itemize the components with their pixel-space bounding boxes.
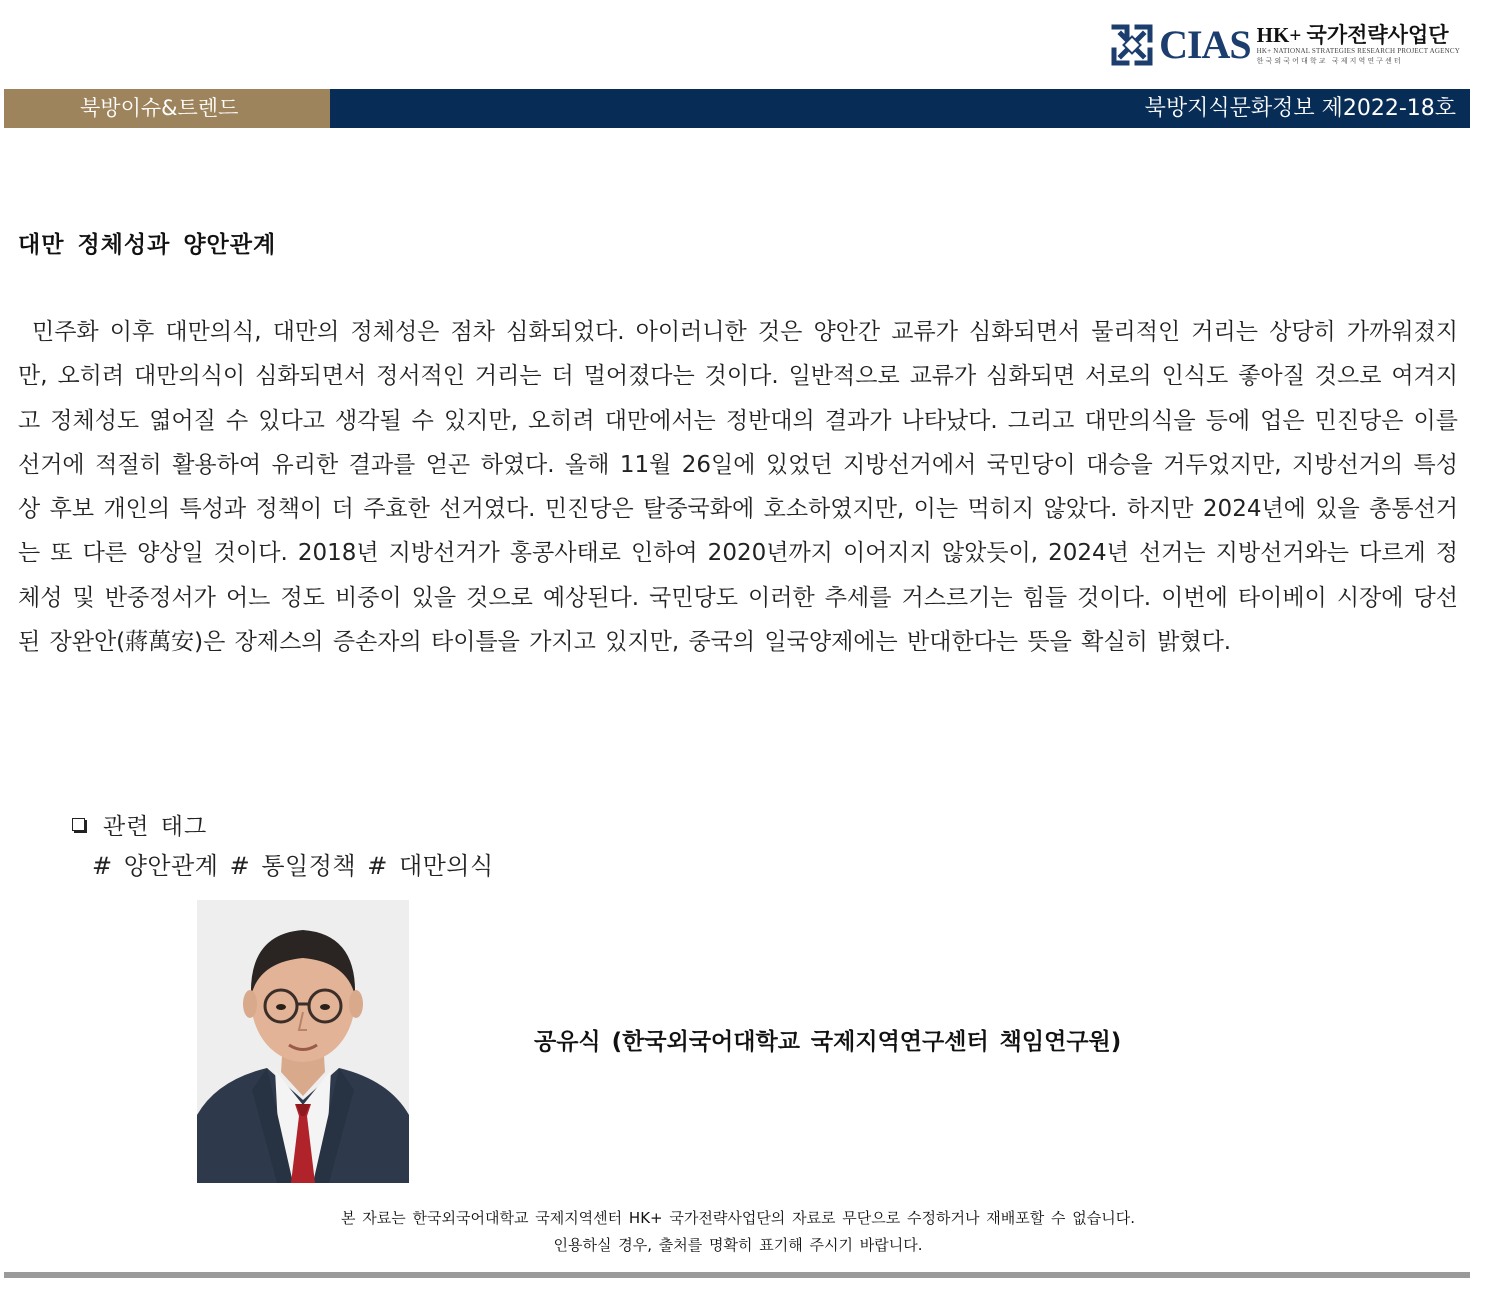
author-photo xyxy=(197,900,409,1183)
logo-title: HK+ 국가전략사업단 xyxy=(1256,23,1449,47)
logo-text-block xyxy=(1257,24,1460,66)
logo-subtitle-ko: 한국외국어대학교 국제지역연구센터 xyxy=(1256,57,1403,65)
checkbox-bullet-icon xyxy=(72,818,85,831)
tags-list: # 양안관계 # 통일정책 # 대만의식 xyxy=(92,852,494,880)
copyright-line-2: 인용하실 경우, 출처를 명확히 표기해 주시기 바랍니다. xyxy=(553,1236,923,1254)
logo-subtitle-en: HK+ NATIONAL STRATEGIES RESEARCH PROJECT AGENCY xyxy=(1256,47,1460,55)
logo-brand: CIAS xyxy=(1159,22,1251,67)
copyright-notice xyxy=(0,1205,1476,1259)
cias-logo xyxy=(1109,20,1460,70)
article-title: 대만 정체성과 양안관계 xyxy=(18,232,277,258)
author-name: 공유식 (한국외국어대학교 국제지역연구센터 책임연구원) xyxy=(534,1029,1122,1055)
footer-divider xyxy=(4,1272,1470,1278)
section-label: 북방이슈&트렌드 xyxy=(4,89,330,128)
tags-heading-label: 관련 태그 xyxy=(103,813,208,840)
tags-heading xyxy=(70,806,494,842)
article-body: 민주화 이후 대만의식, 대만의 정체성은 점차 심화되었다. 아이러니한 것은 양안간 교류가 심화되면서 물리적인 거리는 상당히 가까워졌지만, 오히려 대만의식이 심화되면서 정서적인 거리는 더 멀어졌다는 것이다. 일반적으로 교류가 심화되면 서로의 인식도 좋아질 것으로 여겨지고 정체성도 엷어질 수 있다고 생각될 수 있지만, 오히려 대만에서는 정반대의 결과가 나타났다. 그리고 대만의식을 등에 업은 민진당은 이를 선거에 적절히 활용하여 유리한 결과를 얻곤 하였다. 올해 11월 26일에 있었던 지방선거에서 국민당이 대승을 거두었지만, 지방선거의 특성상 후보 개인의 특성과 정책이 더 주효한 선거였다. 민진당은 탈중국화에 호소하였지만, 이는 먹히지 않았다. 하지만 2024년에 있을 총통선거는 또 다른 양상일 것이다. 2018년 지방선거가 홍콩사태로 인하여 2020년까지 이어지지 않았듯이, 2024년 선거는 지방선거와는 다르게 정체성 및 반중정서가 어느 정도 비중이 있을 것으로 예상된다. 국민당도 이러한 추세를 거스르기는 힘들 것이다. 이번에 타이베이 시장에 당선된 장완안(蔣萬安)은 장제스의 증손자의 타이틀을 가지고 있지만, 중국의 일국양제에는 반대한다는 뜻을 확실히 밝혔다. xyxy=(18,319,1458,656)
hufs-cias-knot-icon xyxy=(1109,22,1155,68)
related-tags xyxy=(70,806,494,884)
copyright-line-1: 본 자료는 한국외국어대학교 국제지역센터 HK+ 국가전략사업단의 자료로 무단으로 수정하거나 재배포할 수 없습니다. xyxy=(341,1209,1135,1227)
publication-label: 북방지식문화정보 제2022-18호 xyxy=(330,89,1470,128)
author-portrait-image xyxy=(197,900,409,1183)
header-bar xyxy=(4,89,1470,128)
